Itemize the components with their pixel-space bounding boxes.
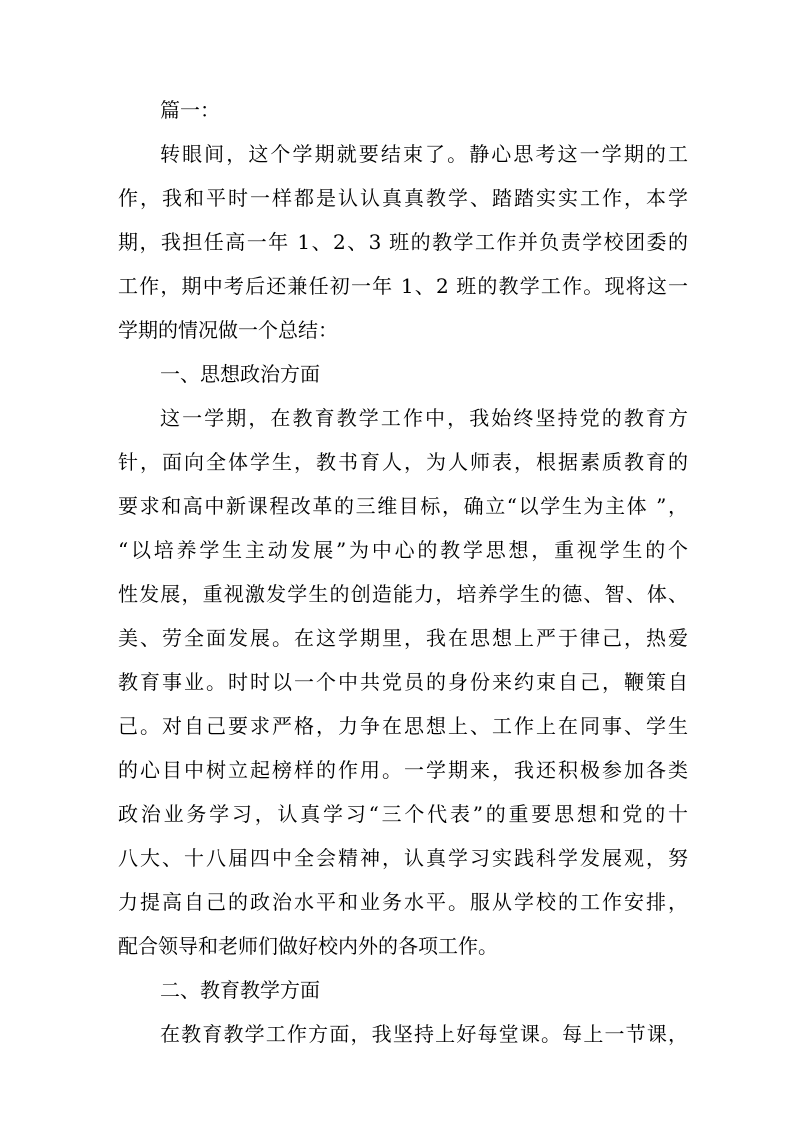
section-title: 一、思想政治方面 bbox=[160, 362, 320, 386]
paragraph-line: 配合领导和老师们做好校内外的各项工作。 bbox=[118, 934, 498, 958]
paragraph-line: 要求和高中新课程改革的三维目标，确立“以学生为主体 ”， bbox=[118, 494, 688, 518]
paragraph-line: 力提高自己的政治水平和业务水平。服从学校的工作安排， bbox=[118, 890, 688, 914]
paragraph-line: 性发展，重视激发学生的创造能力，培养学生的德、智、体、 bbox=[118, 582, 688, 606]
paragraph-line: 学期的情况做一个总结： bbox=[118, 318, 338, 342]
section-title: 二、教育教学方面 bbox=[160, 978, 320, 1002]
paragraph-line: 这一学期，在教育教学工作中，我始终坚持党的教育方 bbox=[160, 406, 688, 430]
paragraph-line: 转眼间，这个学期就要结束了。静心思考这一学期的工 bbox=[160, 142, 688, 166]
paragraph-line: 己。对自己要求严格，力争在思想上、工作上在同事、学生 bbox=[118, 714, 688, 738]
paragraph-line: 教育事业。时时以一个中共党员的身份来约束自己，鞭策自 bbox=[118, 670, 688, 694]
paragraph-line: “以培养学生主动发展”为中心的教学思想，重视学生的个 bbox=[118, 538, 688, 562]
paragraph-line: 工作，期中考后还兼任初一年 1、2 班的教学工作。现将这一 bbox=[118, 274, 688, 298]
paragraph-line: 政治业务学习，认真学习“三个代表”的重要思想和党的十 bbox=[118, 802, 688, 826]
paragraph-line: 针，面向全体学生，教书育人，为人师表，根据素质教育的 bbox=[118, 450, 688, 474]
paragraph-line: 期，我担任高一年 1、2、3 班的教学工作并负责学校团委的 bbox=[118, 230, 688, 254]
paragraph-line: 的心目中树立起榜样的作用。一学期来，我还积极参加各类 bbox=[118, 758, 688, 782]
document-heading: 篇一： bbox=[160, 98, 220, 122]
paragraph-line: 在教育教学工作方面，我坚持上好每堂课。每上一节课， bbox=[160, 1022, 688, 1046]
paragraph-line: 作，我和平时一样都是认认真真教学、踏踏实实工作，本学 bbox=[118, 186, 688, 210]
paragraph-line: 八大、十八届四中全会精神，认真学习实践科学发展观，努 bbox=[118, 846, 688, 870]
paragraph-line: 美、劳全面发展。在这学期里，我在思想上严于律己，热爱 bbox=[118, 626, 688, 650]
